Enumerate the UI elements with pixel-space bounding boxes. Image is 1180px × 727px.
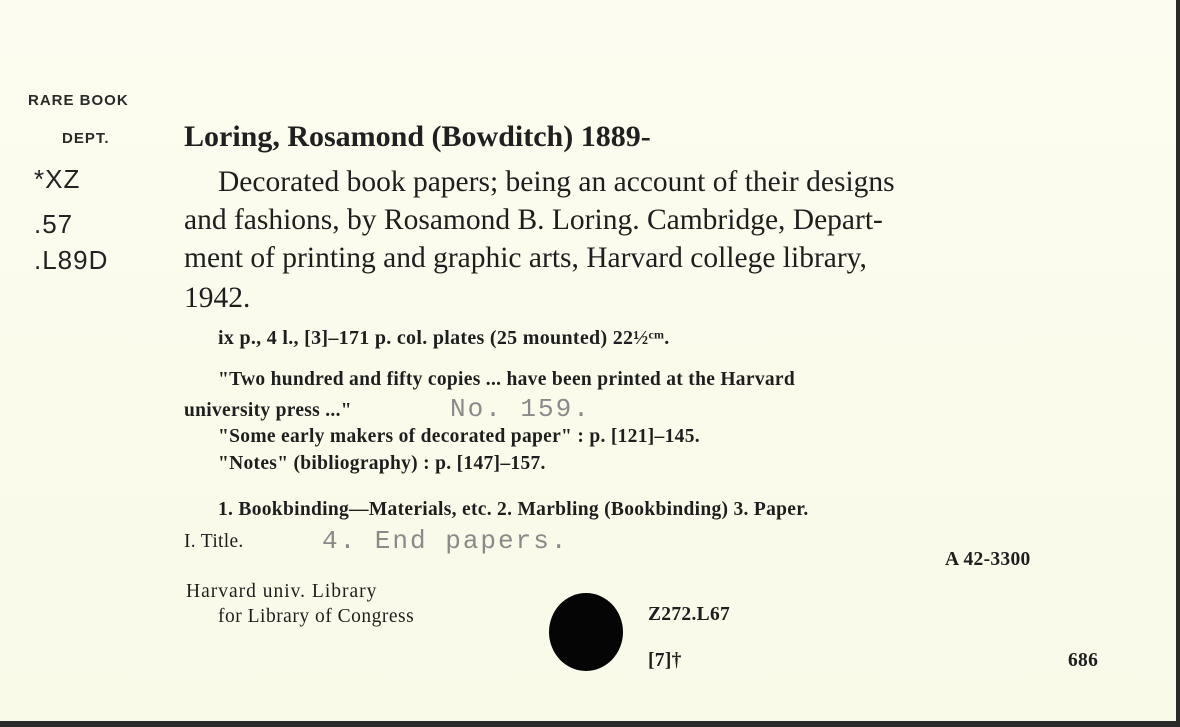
call-number-line-1: *XZ <box>34 164 81 194</box>
note-1-typed-copy-number: No. 159. <box>450 394 591 424</box>
source-line-2: for Library of Congress <box>218 606 415 627</box>
location-stamp-line1: RARE BOOK <box>28 92 129 109</box>
card-code: 686 <box>1068 650 1099 671</box>
tracings-typed-addition: 4. End papers. <box>322 526 569 556</box>
note-2: "Some early makers of decorated paper" : p. [121]–145. <box>218 426 700 447</box>
location-stamp <box>28 92 129 110</box>
note-3: "Notes" (bibliography) : p. [147]–157. <box>218 453 546 474</box>
title-line-1: Decorated book papers; being an account of their designs <box>218 166 895 198</box>
collation: ix p., 4 l., [3]–171 p. col. plates (25 mounted) 22½ᶜᵐ. <box>218 327 670 349</box>
location-stamp-line2: DEPT. <box>62 130 110 147</box>
tracings-line-2: I. Title. <box>184 531 244 552</box>
title-line-2: and fashions, by Rosamond B. Loring. Cambridge, Depart- <box>184 204 883 236</box>
title-line-4: 1942. <box>184 282 251 314</box>
note-1-line-1: "Two hundred and fifty copies ... have been printed at the Harvard <box>218 369 796 390</box>
title-line-3: ment of printing and graphic arts, Harvard college library, <box>184 242 867 274</box>
card-punch-hole <box>549 593 623 671</box>
location-stamp-dept <box>62 130 110 148</box>
call-number-line-2: .57 <box>34 209 74 239</box>
lc-call-number: Z272.L67 <box>648 604 731 625</box>
print-key: [7]† <box>648 650 682 671</box>
author-heading: Loring, Rosamond (Bowditch) 1889- <box>184 120 651 153</box>
note-1-line-2: university press ..." <box>184 400 352 421</box>
source-line-1: Harvard univ. Library <box>186 581 378 602</box>
tracings-line-1: 1. Bookbinding—Materials, etc. 2. Marbling (Bookbinding) 3. Paper. <box>218 499 809 520</box>
lc-card-number: A 42-3300 <box>945 549 1031 570</box>
call-number-line-3: .L89D <box>34 245 109 275</box>
